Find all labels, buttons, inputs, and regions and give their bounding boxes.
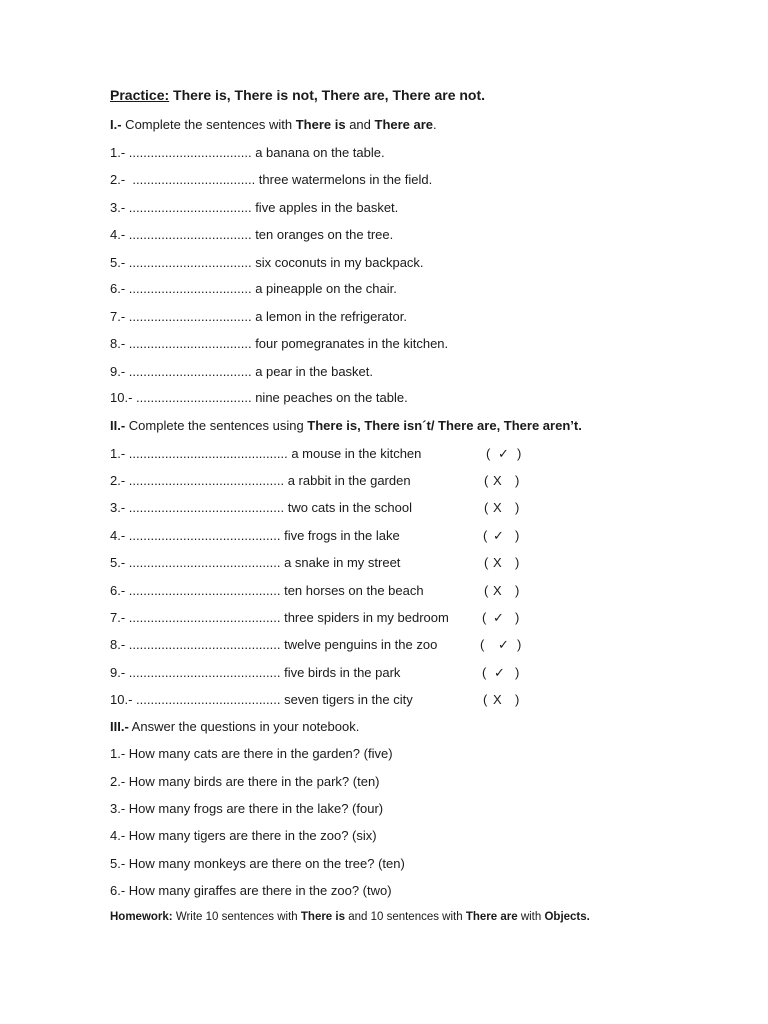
homework-bold-there-are: There are	[465, 911, 518, 923]
close-paren: )	[515, 610, 520, 625]
title-text: There is, There is not, There are, There are not.	[169, 87, 486, 103]
x-mark-icon: X	[493, 583, 502, 598]
section1-instruction: Complete the sentences with	[121, 117, 296, 132]
section3-heading	[110, 719, 359, 735]
section2-heading	[110, 418, 582, 434]
homework-label: Homework:	[110, 911, 173, 923]
homework-bold-there-is: There is	[300, 911, 345, 923]
open-paren: (	[483, 692, 488, 707]
section2-number: II.-	[110, 418, 126, 433]
homework-text-2: and 10 sentences with	[345, 911, 466, 923]
section2-item: 3.- ........................................... two cats in the school	[110, 500, 412, 515]
section1-item: 7.- .................................. a lemon in the refrigerator.	[110, 309, 407, 324]
section1-bold-there-is: There is	[295, 117, 346, 132]
open-paren: (	[482, 665, 487, 680]
close-paren: )	[515, 665, 520, 680]
homework-bold-objects: Objects.	[544, 911, 590, 923]
check-mark-icon: ✓	[494, 665, 505, 680]
x-mark-icon: X	[493, 555, 502, 570]
close-paren: )	[517, 637, 522, 652]
section2-item: 9.- .......................................... five birds in the park	[110, 665, 401, 680]
open-paren: (	[484, 583, 489, 598]
open-paren: (	[483, 528, 488, 543]
section2-bold-phrases: There is, There isn´t/ There are, There aren’t.	[307, 418, 582, 433]
section1-item: 1.- .................................. a banana on the table.	[110, 145, 385, 160]
section2-item: 8.- .......................................... twelve penguins in the zoo	[110, 637, 438, 652]
homework-text-3: with	[517, 911, 545, 923]
section2-item: 4.- .......................................... five frogs in the lake	[110, 528, 400, 543]
section1-item: 4.- .................................. ten oranges on the tree.	[110, 227, 394, 242]
section1-period: .	[433, 117, 437, 132]
open-paren: (	[484, 473, 489, 488]
section1-number: I.-	[110, 117, 122, 132]
section2-instruction: Complete the sentences using	[125, 418, 308, 433]
section1-item: 3.- .................................. five apples in the basket.	[110, 200, 399, 215]
section1-heading	[110, 117, 437, 133]
section3-question: 6.- How many giraffes are there in the zoo? (two)	[110, 883, 392, 898]
title-label: Practice:	[110, 87, 170, 103]
open-paren: (	[484, 500, 489, 515]
section1-item: 5.- .................................. six coconuts in my backpack.	[110, 255, 424, 270]
section3-instruction: Answer the questions in your notebook.	[128, 719, 360, 734]
open-paren: (	[484, 555, 489, 570]
section2-item: 7.- .......................................... three spiders in my bedroom	[110, 610, 449, 625]
check-mark-icon: ✓	[498, 637, 509, 652]
section2-item: 5.- .......................................... a snake in my street	[110, 555, 401, 570]
section1-item: 6.- .................................. a pineapple on the chair.	[110, 281, 397, 296]
section1-item: 2.- .................................. three watermelons in the field.	[110, 172, 433, 187]
open-paren: (	[480, 637, 485, 652]
check-mark-icon: ✓	[493, 610, 504, 625]
close-paren: )	[515, 528, 520, 543]
check-mark-icon: ✓	[498, 446, 509, 461]
section1-item: 10.- ................................ nine peaches on the table.	[110, 390, 408, 405]
section2-item: 6.- .......................................... ten horses on the beach	[110, 583, 424, 598]
section3-question: 4.- How many tigers are there in the zoo? (six)	[110, 828, 377, 843]
homework-line	[110, 909, 590, 925]
close-paren: )	[515, 583, 520, 598]
section2-item: 1.- ............................................ a mouse in the kitchen	[110, 446, 422, 461]
section3-number: III.-	[110, 719, 129, 734]
open-paren: (	[486, 446, 491, 461]
close-paren: )	[515, 500, 520, 515]
section1-bold-there-are: There are	[374, 117, 434, 132]
open-paren: (	[482, 610, 487, 625]
close-paren: )	[515, 555, 520, 570]
x-mark-icon: X	[493, 692, 502, 707]
close-paren: )	[517, 446, 522, 461]
close-paren: )	[515, 692, 520, 707]
section2-item: 10.- ........................................ seven tigers in the city	[110, 692, 413, 707]
section3-question: 5.- How many monkeys are there on the tree? (ten)	[110, 856, 405, 871]
homework-text-1: Write 10 sentences with	[172, 911, 301, 923]
check-mark-icon: ✓	[493, 528, 504, 543]
section1-item: 8.- .................................. four pomegranates in the kitchen.	[110, 336, 449, 351]
section1-and: and	[345, 117, 375, 132]
page-title	[110, 87, 485, 103]
section2-item: 2.- ........................................... a rabbit in the garden	[110, 473, 411, 488]
x-mark-icon: X	[493, 500, 502, 515]
close-paren: )	[515, 473, 520, 488]
section3-question: 2.- How many birds are there in the park? (ten)	[110, 774, 380, 789]
section1-item: 9.- .................................. a pear in the basket.	[110, 364, 373, 379]
x-mark-icon: X	[493, 473, 502, 488]
section3-question: 1.- How many cats are there in the garden? (five)	[110, 746, 393, 761]
section3-question: 3.- How many frogs are there in the lake? (four)	[110, 801, 384, 816]
